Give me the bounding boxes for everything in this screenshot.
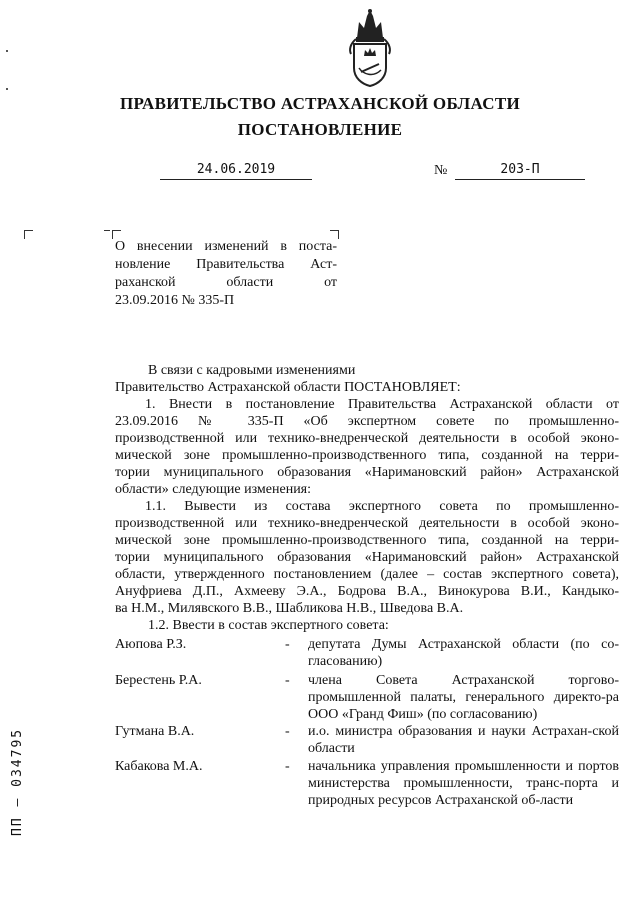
member-name: Аюпова Р.З. xyxy=(115,637,187,652)
body-line: мической зоне промышленно-производственного типа, созданной на терри- xyxy=(115,533,619,548)
member-name: Берестень Р.А. xyxy=(115,673,202,688)
side-serial-text: ПП – 034795 xyxy=(10,727,25,836)
number-sign: № xyxy=(434,163,448,178)
subject-line: 23.09.2016 № 335-П xyxy=(115,293,235,308)
member-dash: - xyxy=(285,637,290,652)
member-dash: - xyxy=(285,724,290,739)
member-desc: депутата Думы Астраханской области (по со-гласованию) xyxy=(308,637,619,669)
body-line: 1. Внести в постановление Правительства Астраханской области от xyxy=(145,397,619,412)
body-line: производственной или технико-внедренческой деятельности в особой эконо- xyxy=(115,516,619,531)
body-line: ва Н.М., Милявского В.В., Шабликова Н.В., Шведова В.А. xyxy=(115,601,464,616)
member-desc: начальника управления промышленности и портов министерства промышленности, транс-порта и природных ресурсов Астраханской об-ласти xyxy=(308,759,619,808)
member-name: Гутмана В.А. xyxy=(115,724,195,739)
subject-line: О внесении изменений в поста- xyxy=(115,239,337,254)
corner-mark-left xyxy=(24,230,33,239)
member-desc: и.о. министра образования и науки Астрахан-ской области xyxy=(308,724,619,756)
body-line: 1.1. Вывести из состава экспертного совета по промышленно- xyxy=(145,499,619,514)
body-line: Правительство Астраханской области ПОСТАНОВЛЯЕТ: xyxy=(115,380,461,395)
document-number: 203-П xyxy=(455,162,585,180)
org-title: ПРАВИТЕЛЬСТВО АСТРАХАНСКОЙ ОБЛАСТИ xyxy=(120,94,520,113)
margin-dot xyxy=(6,50,8,52)
coat-of-arms-icon xyxy=(345,8,395,88)
body-line: области, утвержденного постановлением (далее – состав экспертного совета), xyxy=(115,567,619,582)
document-date: 24.06.2019 xyxy=(160,162,312,180)
member-name: Кабакова М.А. xyxy=(115,759,203,774)
body-line: В связи с кадровыми изменениями xyxy=(148,363,356,378)
body-line: 1.2. Ввести в состав экспертного совета: xyxy=(148,618,389,633)
subject-line: раханской области от xyxy=(115,275,337,290)
member-dash: - xyxy=(285,673,290,688)
member-desc: члена Совета Астраханской торгово-промышленной палаты, генерального директо-ра ООО «Гранд Фиш» (по согласованию) xyxy=(308,673,619,722)
body-line: 23.09.2016 № 335-П «Об экспертном совете по промышленно- xyxy=(115,414,619,429)
body-line: Ануфриева Д.П., Ахмееву Э.А., Бодрова В.А., Винокурова В.И., Кандыко- xyxy=(115,584,619,599)
member-dash: - xyxy=(285,759,290,774)
body-line: производственной или технико-внедренческой деятельности в особой эконо- xyxy=(115,431,619,446)
body-line: области» следующие изменения: xyxy=(115,482,312,497)
subject-line: новление Правительства Аст- xyxy=(115,257,337,272)
subject-block xyxy=(115,238,337,310)
body-line: тории муниципального образования «Наримановский район» Астраханской xyxy=(115,550,619,565)
side-serial-code xyxy=(6,718,30,836)
body-line: мической зоне промышленно-производственного типа, созданной на терри- xyxy=(115,448,619,463)
margin-dot xyxy=(6,88,8,90)
doc-type-title: ПОСТАНОВЛЕНИЕ xyxy=(237,120,403,139)
corner-mark-mid xyxy=(104,230,110,239)
body-line: тории муниципального образования «Наримановский район» Астраханской xyxy=(115,465,619,480)
